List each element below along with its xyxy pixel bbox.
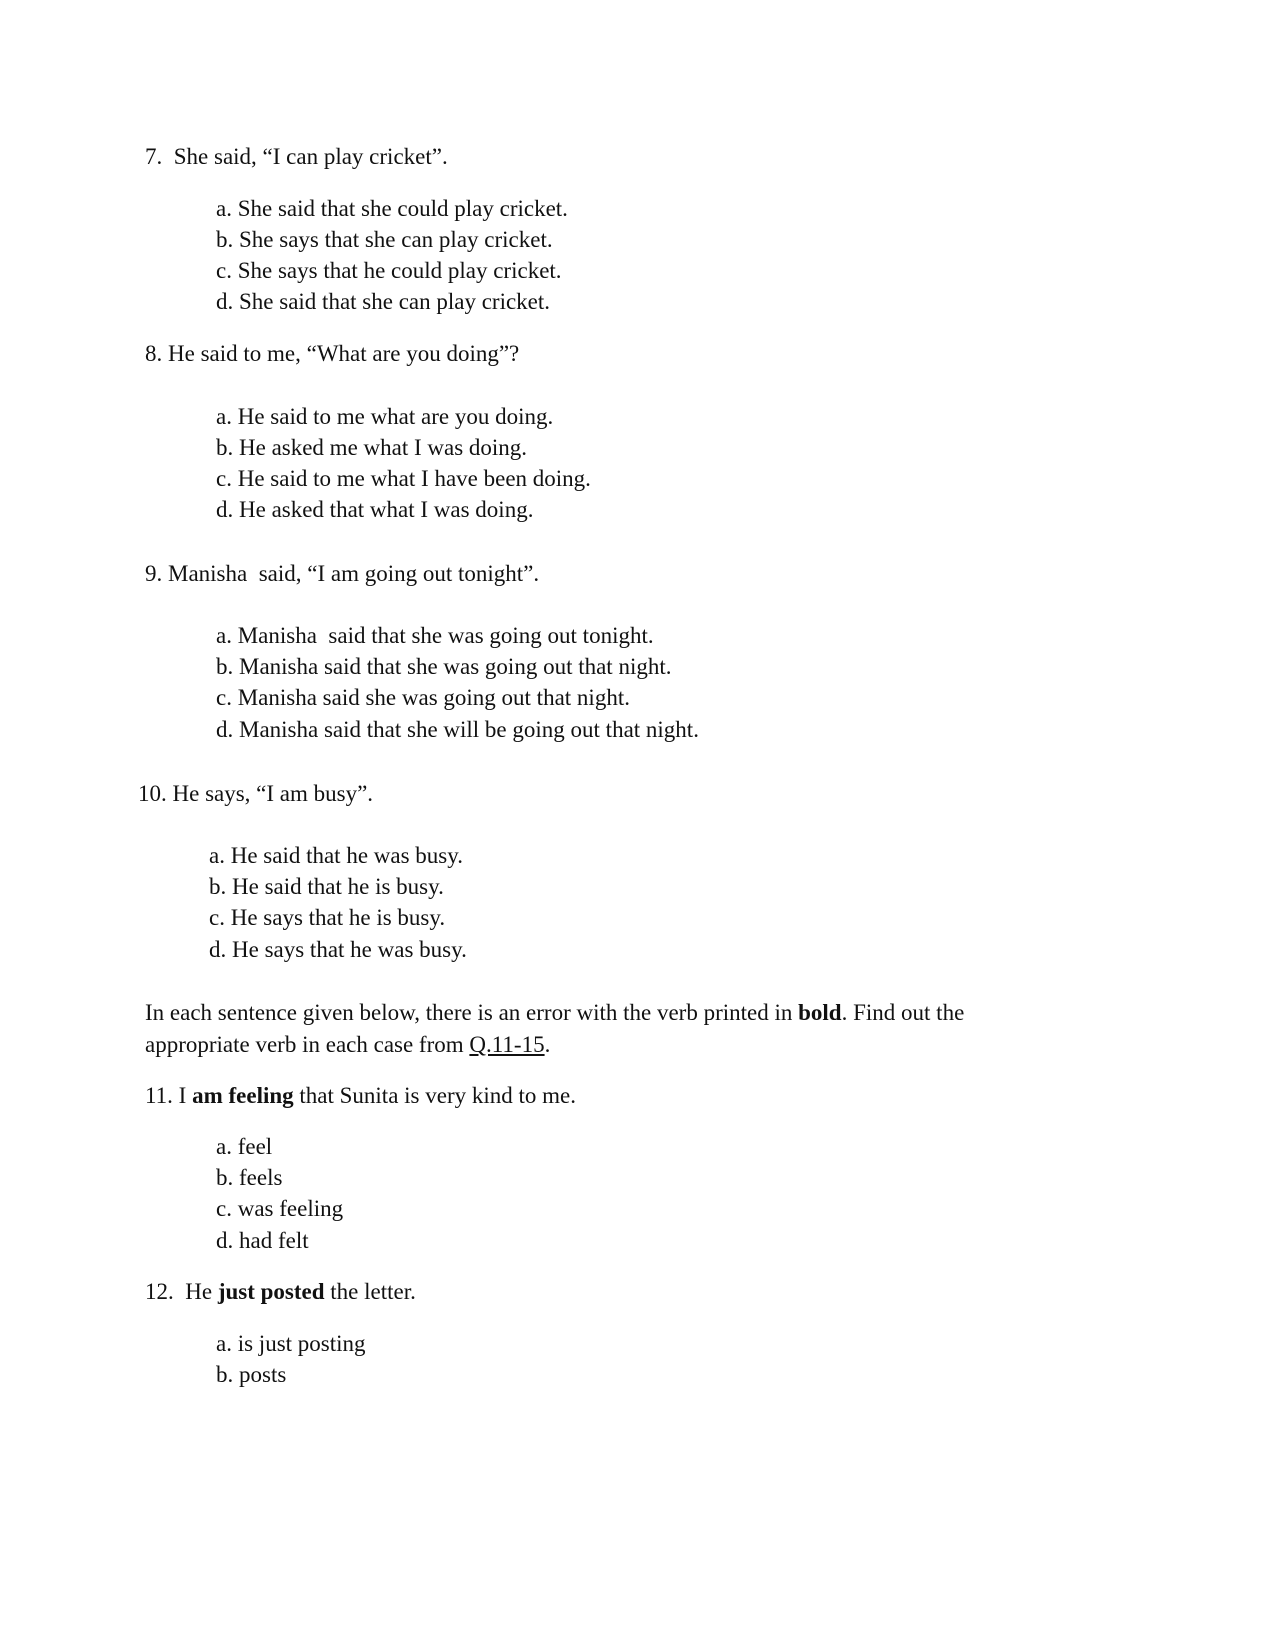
question-text: that Sunita is very kind to me.	[299, 1083, 576, 1108]
option-text: He said that he is busy.	[232, 874, 444, 899]
question-text: She said, “I can play cricket”.	[173, 144, 448, 169]
question-9-option-d	[216, 716, 699, 743]
question-number: 9.	[145, 561, 163, 586]
question-range-reference: Q.11-15	[469, 1032, 545, 1057]
question-9-option-c	[216, 684, 630, 711]
option-text: He said that he was busy.	[230, 843, 464, 868]
question-10-option-c	[209, 904, 445, 931]
question-number: 11.	[145, 1083, 173, 1108]
question-text: He says, “I am busy”.	[172, 781, 374, 806]
question-number: 10.	[138, 781, 167, 806]
option-text: posts	[239, 1362, 287, 1387]
question-8-option-a	[216, 403, 553, 430]
instruction-line-1	[145, 999, 964, 1026]
option-text: He asked me what I was doing.	[239, 435, 528, 460]
question-7-stem	[145, 143, 448, 170]
option-letter: a.	[216, 1134, 232, 1159]
question-text: Manisha said, “I am going out tonight”.	[168, 561, 540, 586]
option-letter: a.	[209, 843, 225, 868]
question-number: 12.	[145, 1279, 174, 1304]
option-letter: c.	[209, 905, 225, 930]
option-text: was feeling	[237, 1196, 344, 1221]
option-text: is just posting	[237, 1331, 366, 1356]
question-number: 8.	[145, 341, 163, 366]
question-8-stem	[145, 340, 519, 367]
question-12-stem	[145, 1278, 416, 1305]
option-letter: b.	[216, 654, 234, 679]
instruction-text: . Find out the	[841, 1000, 965, 1025]
option-letter: a.	[216, 1331, 232, 1356]
option-letter: b.	[216, 1362, 234, 1387]
question-bold-verb: am feeling	[192, 1083, 294, 1108]
option-text: He says that he was busy.	[232, 937, 467, 962]
option-letter: c.	[216, 258, 232, 283]
option-letter: d.	[216, 1228, 234, 1253]
option-text: Manisha said that she was going out that night.	[239, 654, 672, 679]
option-text: She said that she can play cricket.	[239, 289, 551, 314]
instruction-text: In each sentence given below, there is an error with the verb printed in	[145, 1000, 793, 1025]
option-text: Manisha said that she was going out tonight.	[237, 623, 654, 648]
option-letter: d.	[209, 937, 227, 962]
option-text: Manisha said she was going out that night.	[237, 685, 630, 710]
option-text: feel	[237, 1134, 273, 1159]
question-9-option-b	[216, 653, 671, 680]
option-text: Manisha said that she will be going out that night.	[239, 717, 699, 742]
option-letter: a.	[216, 623, 232, 648]
question-10-option-b	[209, 873, 444, 900]
question-9-option-a	[216, 622, 654, 649]
question-7-option-d	[216, 288, 550, 315]
question-10-option-a	[209, 842, 463, 869]
option-text: She said that she could play cricket.	[237, 196, 568, 221]
option-letter: c.	[216, 685, 232, 710]
question-11-option-c	[216, 1195, 343, 1222]
option-letter: b.	[209, 874, 227, 899]
question-11-option-a	[216, 1133, 272, 1160]
question-12-option-a	[216, 1330, 366, 1357]
option-letter: b.	[216, 227, 234, 252]
question-11-option-d	[216, 1227, 309, 1254]
question-text: He said to me, “What are you doing”?	[168, 341, 520, 366]
question-9-stem	[145, 560, 539, 587]
option-letter: d.	[216, 717, 234, 742]
question-text: the letter.	[330, 1279, 416, 1304]
question-7-option-a	[216, 195, 568, 222]
question-8-option-b	[216, 434, 527, 461]
question-8-option-c	[216, 465, 591, 492]
instruction-line-2	[145, 1031, 550, 1058]
option-text: He said to me what are you doing.	[237, 404, 554, 429]
option-letter: b.	[216, 1165, 234, 1190]
option-letter: c.	[216, 1196, 232, 1221]
option-text: He says that he is busy.	[230, 905, 446, 930]
question-number: 7.	[145, 144, 163, 169]
option-letter: d.	[216, 289, 234, 314]
question-text: I	[178, 1083, 187, 1108]
question-10-option-d	[209, 936, 467, 963]
question-7-option-c	[216, 257, 562, 284]
option-letter: d.	[216, 497, 234, 522]
question-11-option-b	[216, 1164, 282, 1191]
option-letter: b.	[216, 435, 234, 460]
instruction-bold-word: bold	[798, 1000, 842, 1025]
option-text: He said to me what I have been doing.	[237, 466, 591, 491]
question-12-option-b	[216, 1361, 286, 1388]
instruction-text: .	[544, 1032, 551, 1057]
question-7-option-b	[216, 226, 553, 253]
option-text: He asked that what I was doing.	[239, 497, 534, 522]
question-bold-verb: just posted	[217, 1279, 325, 1304]
option-text: She says that he could play cricket.	[237, 258, 562, 283]
option-text: feels	[239, 1165, 283, 1190]
option-text: She says that she can play cricket.	[239, 227, 553, 252]
question-11-stem	[145, 1082, 576, 1109]
option-letter: a.	[216, 404, 232, 429]
option-letter: c.	[216, 466, 232, 491]
option-text: had felt	[239, 1228, 309, 1253]
question-text: He	[185, 1279, 213, 1304]
question-10-stem	[138, 780, 373, 807]
option-letter: a.	[216, 196, 232, 221]
instruction-text: appropriate verb in each case from	[145, 1032, 464, 1057]
question-8-option-d	[216, 496, 533, 523]
